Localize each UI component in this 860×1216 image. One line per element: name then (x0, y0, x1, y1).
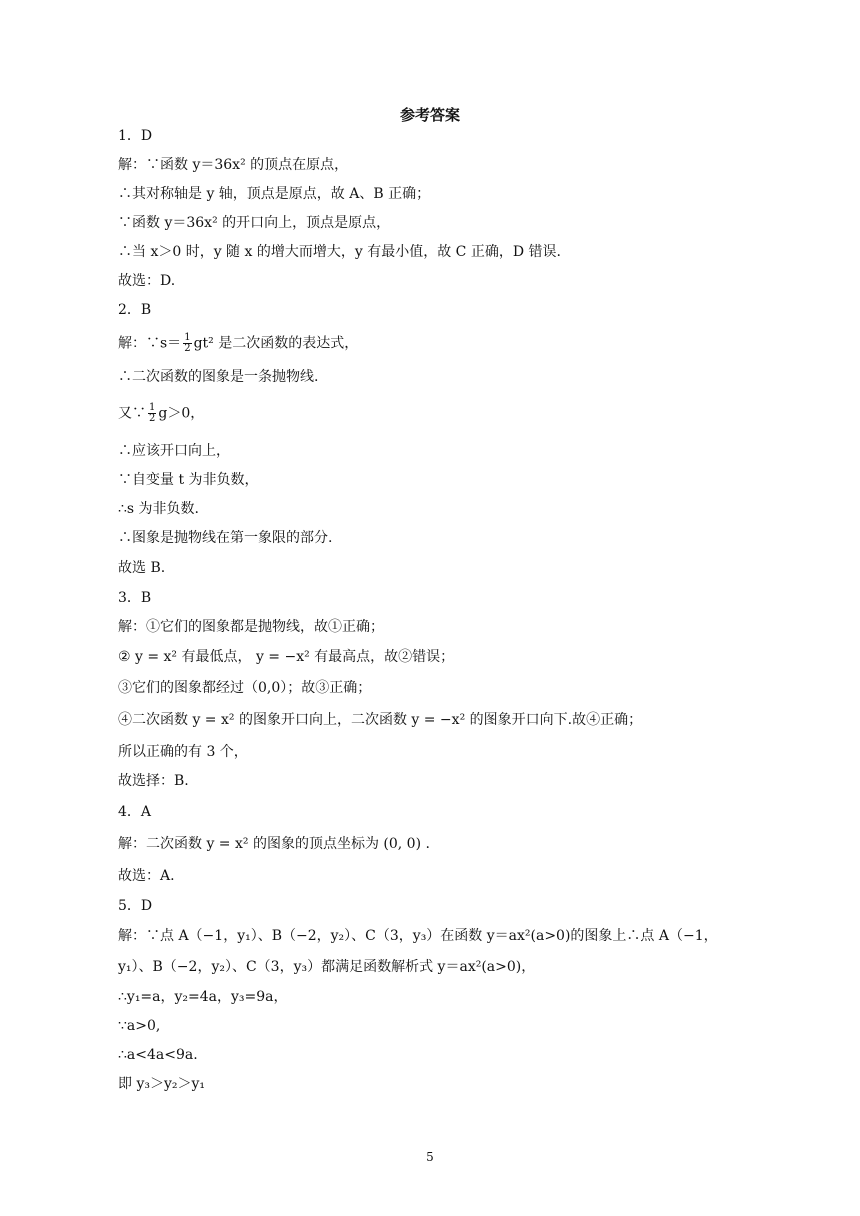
answer-3-line-5: 所以正确的有 3 个， (118, 744, 248, 760)
answer-1-heading: 1．D (118, 128, 153, 144)
answer-3-line-4: ④二次函数 y = x² 的图象开口向上，二次函数 y = −x² 的图象开口向下.故④正确； (118, 712, 643, 728)
fraction-numerator: 1 (184, 332, 191, 343)
fraction-one-half (148, 403, 156, 424)
answer-3-line-6: 故选择：B. (118, 773, 189, 789)
answer-2-line-1-prefix: 解：∵s＝ (118, 335, 182, 352)
answer-5-line-4: ∵a>0, (118, 1018, 161, 1034)
answer-2-line-6: ∴s 为非负数. (118, 501, 199, 517)
answer-5-line-5: ∴a<4a<9a. (118, 1047, 198, 1063)
answer-3-line-3: ③它们的图象都经过（0,0）；故③正确； (118, 680, 372, 696)
answer-1-line-1: 解：∵函数 y＝36x² 的顶点在原点， (118, 157, 349, 173)
answer-2-line-2: ∴二次函数的图象是一条抛物线. (118, 369, 319, 385)
answer-2-line-1 (118, 333, 358, 354)
answer-1-line-2: ∴其对称轴是 y 轴，顶点是原点，故 A、B 正确； (118, 186, 431, 202)
answer-3-line-2: ② y = x² 有最低点， y = −x² 有最高点，故②错误； (118, 649, 455, 665)
answer-2-line-5: ∵自变量 t 为非负数， (118, 472, 259, 488)
answer-1-line-4: ∴当 x＞0 时，y 随 x 的增大而增大，y 有最小值，故 C 正确，D 错误. (118, 244, 561, 260)
answer-5-line-2: y₁）、B（−2，y₂）、C（3，y₃）都满足函数解析式 y＝ax²(a>0)， (118, 959, 536, 975)
fraction-one-half (183, 333, 191, 354)
answer-5-line-6: 即 y₃＞y₂＞y₁ (118, 1076, 206, 1092)
fraction-denominator: 2 (149, 413, 156, 424)
answer-2-line-1-suffix: gt² 是二次函数的表达式， (193, 335, 359, 352)
answer-2-line-8: 故选 B. (118, 560, 166, 576)
answer-3-line-1: 解：①它们的图象都是抛物线，故①正确； (118, 619, 384, 635)
answer-5-heading: 5．D (118, 898, 153, 914)
page-title: 参考答案 (399, 106, 460, 124)
answer-3-heading: 3．B (118, 590, 152, 606)
answer-2-line-3-suffix: g＞0， (158, 405, 205, 422)
answer-5-line-1: 解：∵点 A（−1，y₁）、B（−2，y₂）、C（3，y₃）在函数 y＝ax²(a>0)的图象上∴点 A（−1， (118, 928, 718, 944)
answer-2-heading: 2．B (118, 302, 152, 318)
fraction-numerator: 1 (149, 402, 156, 413)
answer-1-line-3: ∵函数 y＝36x² 的开口向上，顶点是原点， (118, 215, 391, 231)
answer-2-line-7: ∴图象是抛物线在第一象限的部分. (118, 530, 333, 546)
answer-5-line-3: ∴y₁=a，y₂=4a，y₃=9a， (118, 989, 288, 1005)
answer-2-line-4: ∴应该开口向上， (118, 443, 230, 459)
answer-2-line-3-prefix: 又∵ (118, 405, 146, 422)
answer-4-line-1: 解：二次函数 y = x² 的图象的顶点坐标为 (0, 0) . (118, 836, 430, 852)
answer-4-line-2: 故选：A. (118, 868, 175, 884)
page-number: 5 (426, 1150, 434, 1164)
answer-2-line-3 (118, 403, 204, 424)
answer-1-line-5: 故选：D. (118, 273, 176, 289)
answer-4-heading: 4．A (118, 804, 152, 820)
fraction-denominator: 2 (184, 343, 191, 354)
